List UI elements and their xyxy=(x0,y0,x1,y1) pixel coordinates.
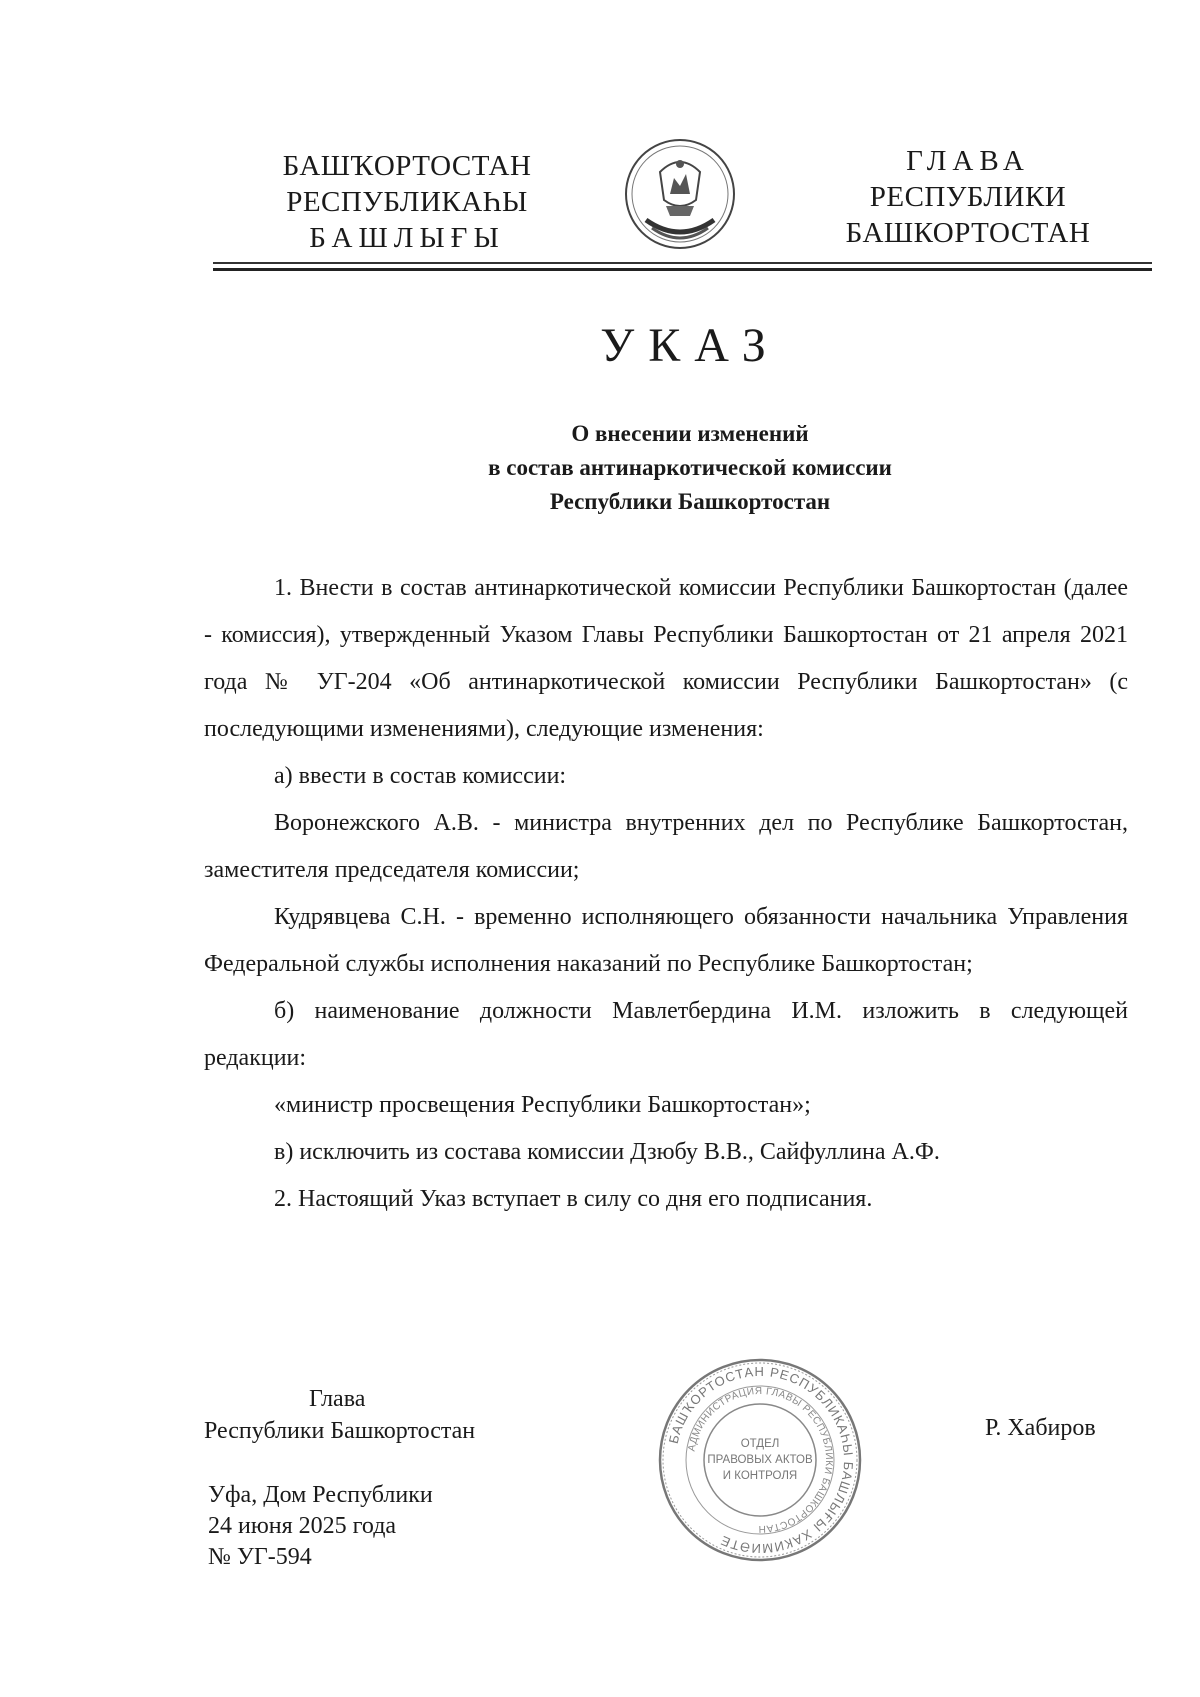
header-divider-thick xyxy=(213,268,1152,271)
document-number: № УГ-594 xyxy=(208,1544,312,1570)
coat-of-arms-icon xyxy=(622,136,738,252)
paragraph-1v: в) исключить из состава комиссии Дзюбу В.В., Сайфуллина А.Ф. xyxy=(274,1139,940,1165)
subject-line-2: в состав антинаркотической комиссии xyxy=(488,455,892,480)
stamp-outer-text: БАШҠОРТОСТАН РЕСПУБЛИКАҺЫ БАШЛЫҒЫ ХАКИМИӘТЕ xyxy=(665,1363,857,1557)
document-place: Уфа, Дом Республики xyxy=(208,1482,433,1508)
header-right-line-3: БАШКОРТОСТАН xyxy=(845,217,1091,249)
header-right-line-1: ГЛАВА xyxy=(906,145,1030,177)
signatory-title xyxy=(204,1383,524,1447)
official-stamp xyxy=(655,1355,865,1565)
subject-line-3: Республики Башкортостан xyxy=(549,489,831,514)
paragraph-voronezhsky: Воронежского А.В. - министра внутренних дел по Республике Башкортостан, заместителя председателя комиссии; xyxy=(204,810,1128,883)
header-right-russian xyxy=(818,143,1118,251)
paragraph-new-title: «министр просвещения Республики Башкортостан»; xyxy=(274,1092,811,1118)
document-place-date xyxy=(208,1480,528,1573)
signatory-title-line-2: Республики Башкортостан xyxy=(204,1418,476,1444)
stamp-center-line-1: ОТДЕЛ xyxy=(740,1438,780,1450)
paragraph-2: 2. Настоящий Указ вступает в силу со дня его подписания. xyxy=(274,1186,873,1212)
header-divider-thin xyxy=(213,262,1152,264)
stamp-center-line-2: ПРАВОВЫХ АКТОВ xyxy=(707,1454,813,1466)
paragraph-1a: а) ввести в состав комиссии: xyxy=(274,763,567,789)
stamp-center-line-3: И КОНТРОЛЯ xyxy=(722,1470,798,1482)
document-type-title: УКАЗ xyxy=(600,319,780,372)
paragraph-1b: б) наименование должности Мавлетбердина И.М. изложить в следующей редакции: xyxy=(204,998,1128,1071)
header-left-bashkir xyxy=(262,148,552,256)
document-subject xyxy=(300,417,1080,519)
header-left-line-3: БАШЛЫҒЫ xyxy=(309,222,505,254)
document-body xyxy=(204,565,1128,1223)
header-left-line-1: БАШҠОРТОСТАН xyxy=(282,150,532,182)
signatory-title-line-1: Глава xyxy=(309,1386,366,1412)
paragraph-1: 1. Внести в состав антинаркотической комиссии Республики Башкортостан (далее - комиссия), утвержденный Указом Главы Республики Башкортостан от 21 апреля 2021 года № УГ-204 «Об антинаркотической комиссии Республики Башкортостан» (с последующими изменениями), следующие изменения: xyxy=(204,575,1128,742)
subject-line-1: О внесении изменений xyxy=(571,421,809,446)
stamp-inner-text: АДМИНИСТРАЦИЯ ГЛАВЫ РЕСПУБЛИКИ БАШКОРТОСТАН xyxy=(686,1385,835,1535)
signatory-name: Р. Хабиров xyxy=(985,1415,1096,1441)
paragraph-kudryavtsev: Кудрявцева С.Н. - временно исполняющего обязанности начальника Управления Федеральной службы исполнения наказаний по Республике Башкортостан; xyxy=(204,904,1128,977)
document-date: 24 июня 2025 года xyxy=(208,1513,397,1539)
header-right-line-2: РЕСПУБЛИКИ xyxy=(869,181,1067,213)
header-left-line-2: РЕСПУБЛИКАҺЫ xyxy=(286,186,528,218)
